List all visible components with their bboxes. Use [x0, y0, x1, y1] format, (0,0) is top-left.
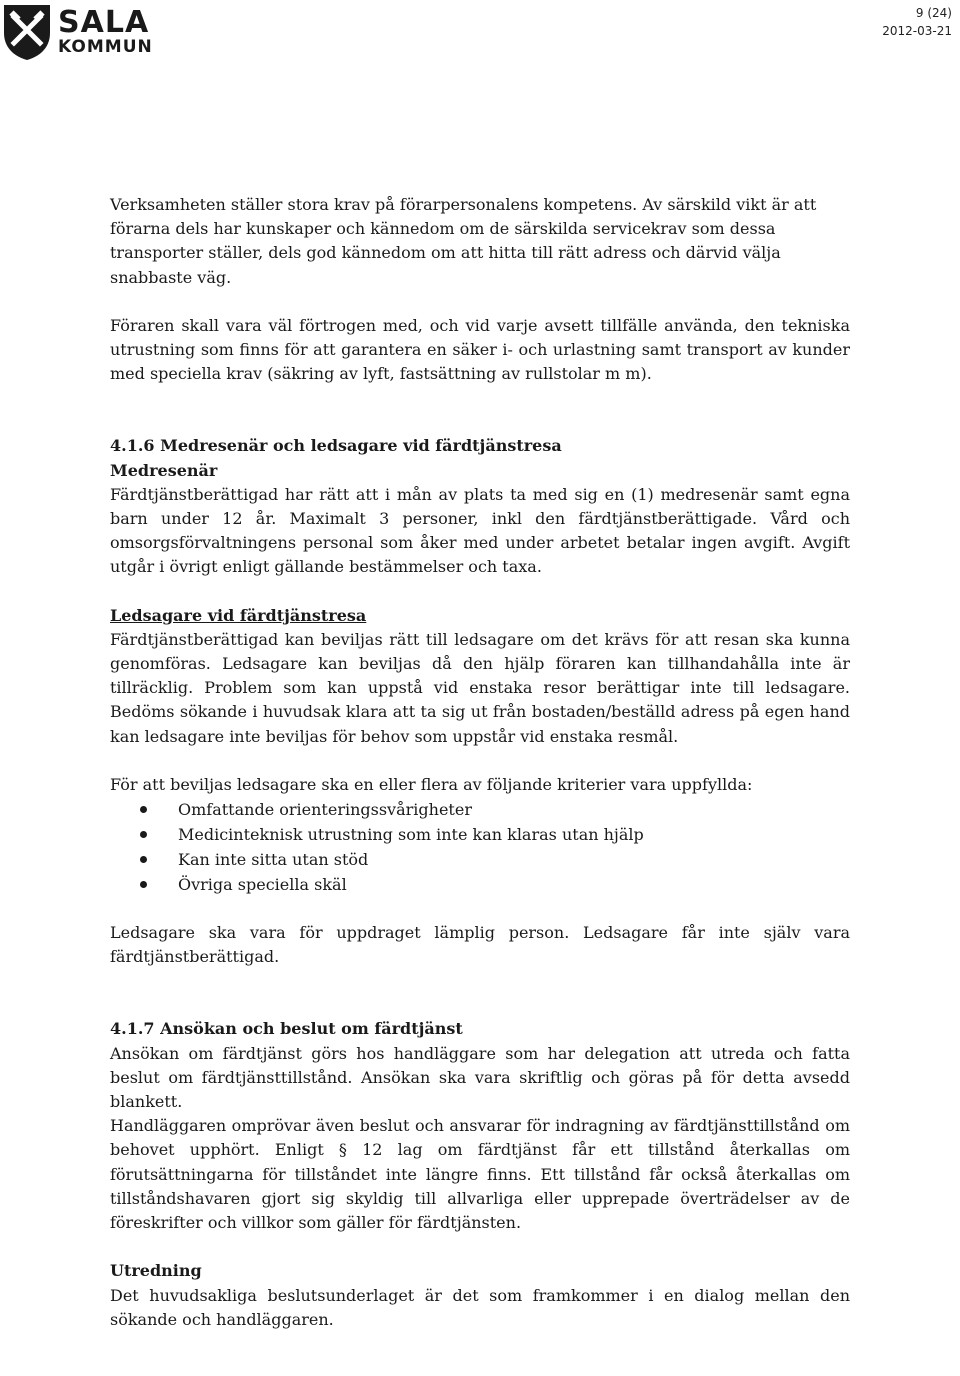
bullet-icon — [140, 856, 147, 863]
bullet-icon — [140, 831, 147, 838]
section-heading-4-1-6: 4.1.6 Medresenär och ledsagare vid färdtjänstresa — [110, 436, 562, 456]
logo-wordmark — [58, 5, 153, 57]
section-heading-4-1-7: 4.1.7 Ansökan och beslut om färdtjänst — [110, 1019, 463, 1039]
subheading-medresenar: Medresenär — [110, 460, 218, 480]
list-item: Omfattande orienteringssvårigheter — [110, 797, 850, 822]
logo-line-kommun: KOMMUN — [58, 37, 153, 57]
list-item: Medicinteknisk utrustning som inte kan klaras utan hjälp — [110, 822, 850, 847]
subheading-ledsagare: Ledsagare vid färdtjänstresa — [110, 605, 367, 625]
page-header-meta — [882, 4, 952, 40]
coat-of-arms-icon — [2, 3, 52, 61]
paragraph-review: Handläggaren omprövar även beslut och ansvarar för indragning av färdtjänsttillstånd om behovet upphört. Enligt § 12 lag om färdtjänst får ett tillstånd återkallas om förutsättningarna för tillståndet inte längre finns. Ett tillstånd får också återkallas om tillståndshavaren gjort sig skyldig till allvarliga eller upprepade överträdelser av de föreskrifter och villkor som gäller för färdtjänsten. — [110, 1116, 850, 1233]
sala-kommun-logo — [2, 2, 153, 62]
subheading-utredning: Utredning — [110, 1261, 202, 1281]
paragraph-medresenar: Färdtjänstberättigad har rätt att i mån av plats ta med sig en (1) medresenär samt egna barn under 12 år. Maximalt 3 personer, inkl den färdtjänstberättigade. Vård och omsorgsförvaltningens personal som åker med under arbetet betalar ingen avgift. Avgift utgår i övrigt enligt gällande bestämmelser och taxa. — [110, 484, 850, 577]
paragraph-ledsagare: Färdtjänstberättigad kan beviljas rätt till ledsagare om det krävs för att resan ska kunna genomföras. Ledsagare kan beviljas då den hjälp föraren kan tillhandahålla inte är tillräcklig. Problem som kan uppstå vid enstaka resor berättigar inte till ledsagare. Bedöms sökande i huvudsak klara att ta sig ut från bostaden/beställd adress på egen hand kan ledsagare inte beviljas för behov som uppstår vid enstaka resmål. — [110, 629, 850, 746]
bullet-icon — [140, 806, 147, 813]
paragraph-criteria-intro: För att beviljas ledsagare ska en eller flera av följande kriterier vara uppfyllda: — [110, 774, 753, 794]
document-body — [110, 193, 850, 1332]
paragraph-driver-equipment: Föraren skall vara väl förtrogen med, och vid varje avsett tillfälle använda, den tekniska utrustning som finns för att garantera en säker i- och urlastning samt transport av kunder med speciella krav (säkring av lyft, fastsättning av rullstolar m m). — [110, 315, 850, 384]
paragraph-ledsagare-suitability: Ledsagare ska vara för uppdraget lämplig person. Ledsagare får inte själv vara färdtjänstberättigad. — [110, 923, 850, 967]
list-item: Övriga speciella skäl — [110, 872, 850, 897]
paragraph-utredning: Det huvudsakliga beslutsunderlaget är det som framkommer i en dialog mellan den sökande och handläggaren. — [110, 1285, 850, 1329]
paragraph-competence: Verksamheten ställer stora krav på förarpersonalens kompetens. Av särskild vikt är att förarna dels har kunskaper och kännedom om de särskilda servicekrav som dessa transporter ställer, dels god kännedom om att hitta till rätt adress och därvid välja snabbaste väg. — [110, 195, 817, 287]
paragraph-application: Ansökan om färdtjänst görs hos handläggare som har delegation att utreda och fatta beslut om färdtjänsttillstånd. Ansökan ska vara skriftlig och göras på för detta avsedd blankett. — [110, 1043, 850, 1112]
document-date: 2012-03-21 — [882, 24, 952, 38]
list-item: Kan inte sitta utan stöd — [110, 847, 850, 872]
criteria-list — [110, 797, 850, 897]
logo-line-sala: SALA — [58, 5, 150, 40]
page-number: 9 (24) — [915, 6, 952, 20]
bullet-icon — [140, 881, 147, 888]
